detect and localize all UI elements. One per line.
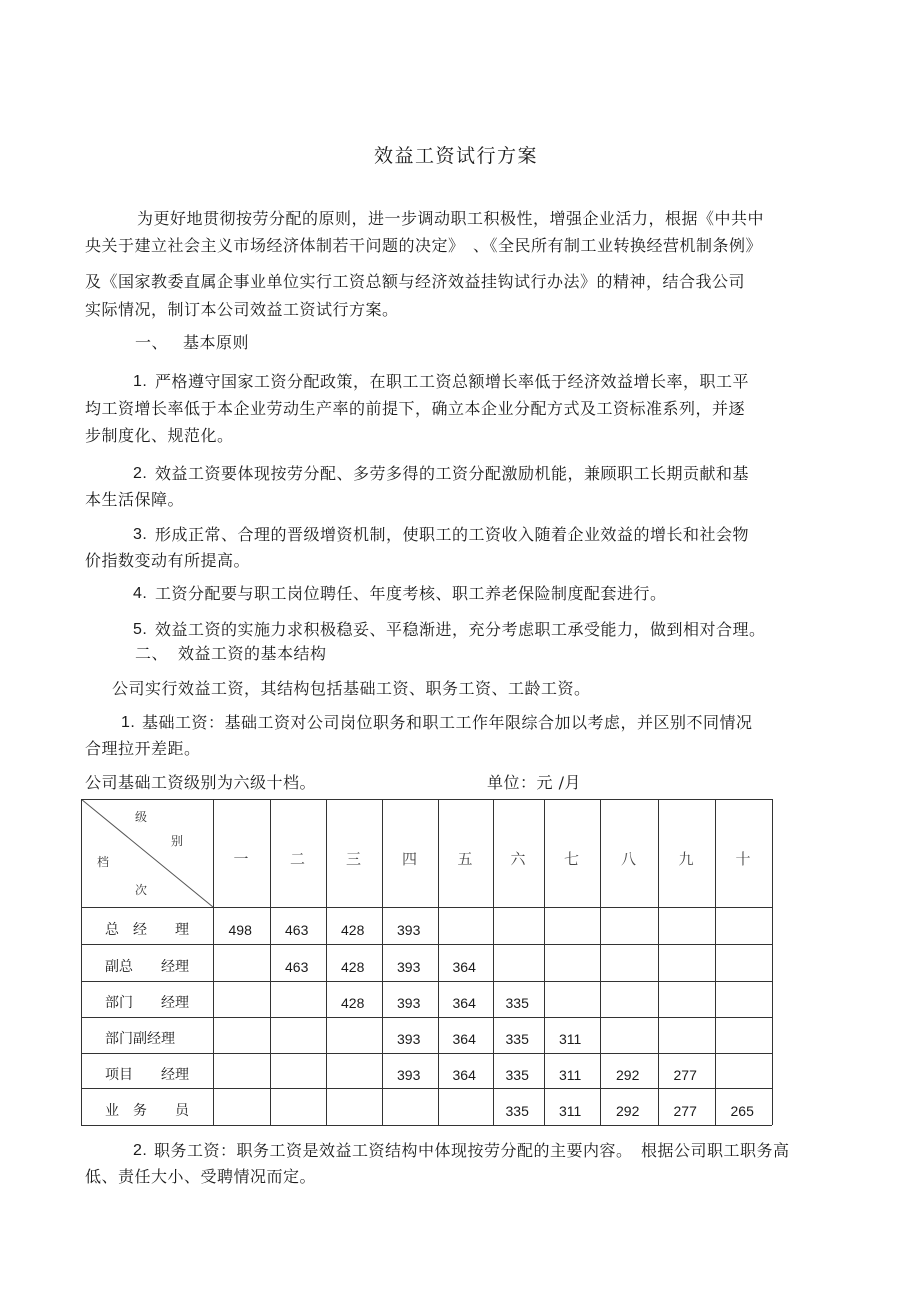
row-label: 业 务 员 [105, 1102, 189, 1119]
column-header: 九 [678, 850, 694, 868]
table-row-border [81, 1017, 772, 1018]
table-caption: 公司基础工资级别为六级十档。 [85, 773, 317, 792]
column-header: 四 [402, 850, 418, 868]
salary-value: 463 [285, 958, 309, 975]
intro-line: 为更好地贯彻按劳分配的原则，进一步调动职工积极性，增强企业活力，根据《中共中 [137, 209, 765, 228]
table-row-border [81, 1053, 772, 1054]
item-text: 工资分配要与职工岗位聘任、年度考核、职工养老保险制度配套进行。 [155, 584, 667, 603]
salary-value: 393 [397, 958, 421, 975]
salary-value: 292 [616, 1102, 640, 1119]
item-text: 基础工资：基础工资对公司岗位职务和职工工作年限综合加以考虑，并区别不同情况 [142, 713, 753, 732]
column-header: 十 [735, 850, 751, 868]
item-text: 效益工资要体现按劳分配、多劳多得的工资分配激励机能，兼顾职工长期贡献和基 [155, 464, 750, 483]
salary-value: 364 [452, 1066, 476, 1083]
row-label: 部门副经理 [105, 1031, 175, 1047]
salary-value: 428 [341, 958, 365, 975]
table-row-border [81, 1088, 772, 1089]
item-text: 效益工资的实施力求积极稳妥、平稳渐进，充分考虑职工承受能力，做到相对合理。 [155, 620, 766, 639]
column-header: 五 [457, 850, 473, 868]
table-column-border [270, 799, 271, 1125]
table-column-border [493, 799, 494, 1125]
table-row-border [81, 944, 772, 945]
salary-value: 393 [397, 1066, 421, 1083]
section-1-heading: 基本原则 [183, 333, 250, 352]
table-column-border [658, 799, 659, 1125]
column-header: 二 [290, 850, 306, 868]
item-number: 2. [133, 1142, 148, 1159]
column-header: 六 [510, 850, 526, 868]
salary-value: 393 [397, 921, 421, 938]
document-title: 效益工资试行方案 [374, 145, 539, 167]
item-number: 3. [133, 526, 148, 543]
item-text: 职务工资：职务工资是效益工资结构中体现按劳分配的主要内容。 根据公司职工职务高 [154, 1141, 790, 1160]
intro-line: 及《国家教委直属企事业单位实行工资总额与经济效益挂钩试行办法》的精神，结合我公司 [85, 272, 746, 291]
salary-value: 335 [505, 1031, 529, 1047]
table-column-border [438, 799, 439, 1125]
salary-value: 428 [341, 995, 365, 1011]
table-column-border [772, 799, 773, 1125]
salary-value: 393 [397, 995, 421, 1011]
table-column-border [326, 799, 327, 1125]
table-column-border [544, 799, 545, 1125]
row-label: 项目 经理 [105, 1066, 189, 1083]
item-number: 1. [133, 373, 148, 390]
salary-value: 463 [285, 921, 309, 938]
item-number: 2. [133, 465, 148, 482]
salary-value: 428 [341, 921, 365, 938]
item-number: 4. [133, 585, 148, 602]
column-header: 八 [621, 850, 637, 868]
item-text: 本生活保障。 [85, 490, 185, 509]
item-text: 步制度化、规范化。 [85, 426, 234, 445]
salary-value: 393 [397, 1031, 421, 1047]
salary-value: 311 [559, 1031, 582, 1047]
table-column-border [382, 799, 383, 1125]
salary-value: 265 [730, 1102, 754, 1119]
salary-value: 364 [452, 995, 476, 1011]
intro-line: 央关于建立社会主义市场经济体制若干问题的决定》 、《全民所有制工业转换经营机制条例》 [85, 236, 763, 255]
corner-label-grade: 档 [97, 855, 110, 869]
section-1-number: 一、 [135, 333, 169, 352]
section-2-heading: 效益工资的基本结构 [178, 644, 327, 663]
table-row-border [81, 907, 772, 908]
table-unit: 单位：元 /月 [487, 773, 581, 792]
salary-value: 335 [505, 1066, 529, 1083]
column-header: 七 [564, 850, 580, 868]
row-label: 部门 经理 [105, 995, 189, 1011]
item-number: 5. [133, 621, 148, 638]
salary-value: 311 [559, 1066, 582, 1083]
section-2-number: 二、 [135, 644, 169, 663]
item-text: 价指数变动有所提高。 [85, 551, 251, 570]
row-label: 总 经 理 [105, 921, 189, 938]
item-text: 严格遵守国家工资分配政策，在职工工资总额增长率低于经济效益增长率，职工平 [155, 372, 750, 391]
salary-value: 335 [505, 1102, 529, 1119]
salary-value: 277 [673, 1102, 697, 1119]
column-header: 一 [233, 850, 249, 868]
table-row-border [81, 981, 772, 982]
table-column-border [81, 799, 82, 1125]
salary-value: 364 [452, 958, 476, 975]
column-header: 三 [346, 850, 362, 868]
salary-value: 292 [616, 1066, 640, 1083]
item-text: 低、责任大小、受聘情况而定。 [85, 1167, 317, 1186]
salary-value: 364 [452, 1031, 476, 1047]
table-column-border [715, 799, 716, 1125]
intro-line: 实际情况，制订本公司效益工资试行方案。 [85, 300, 399, 319]
table-column-border [600, 799, 601, 1125]
corner-label-step: 次 [135, 883, 148, 897]
salary-table [81, 799, 772, 1125]
item-text: 形成正常、合理的晋级增资机制，使职工的工资收入随着企业效益的增长和社会物 [155, 525, 750, 544]
salary-value: 311 [559, 1102, 582, 1119]
section-2-intro: 公司实行效益工资，其结构包括基础工资、职务工资、工龄工资。 [112, 679, 591, 698]
table-row-border [81, 799, 772, 800]
corner-label-category: 别 [171, 834, 184, 848]
item-number: 1. [121, 714, 136, 731]
item-text: 合理拉开差距。 [85, 739, 201, 758]
table-column-border [213, 799, 214, 1125]
item-text: 均工资增长率低于本企业劳动生产率的前提下，确立本企业分配方式及工资标准系列，并逐 [85, 399, 746, 418]
corner-label-level: 级 [135, 810, 148, 824]
row-label: 副总 经理 [105, 958, 189, 975]
salary-value: 335 [505, 995, 529, 1011]
salary-value: 498 [228, 921, 252, 938]
table-row-border [81, 1125, 772, 1126]
salary-value: 277 [673, 1066, 697, 1083]
